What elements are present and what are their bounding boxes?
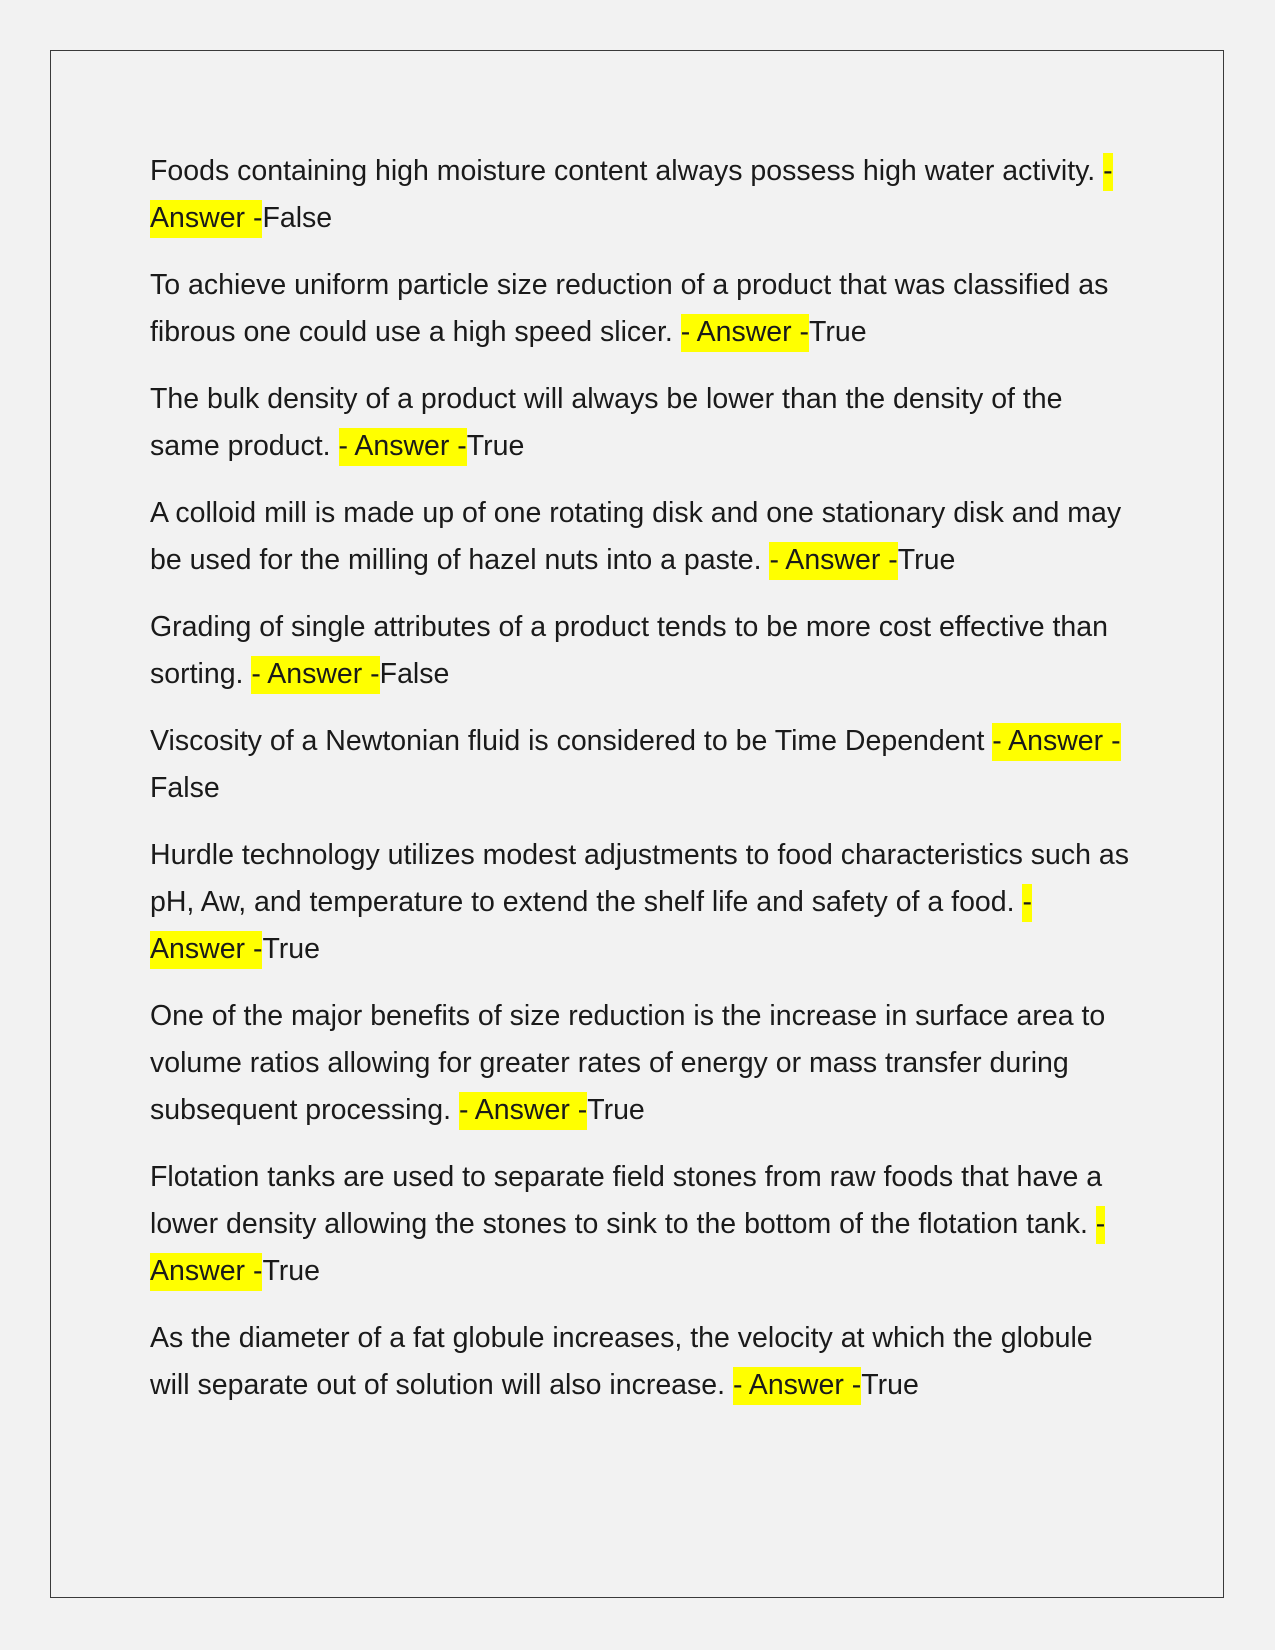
question-text: Hurdle technology utilizes modest adjustments to food characteristics such as pH, Aw, and temperature to extend the shelf life and safety of a food.: [150, 839, 1129, 918]
answer-marker: - Answer -: [992, 723, 1120, 761]
qa-item: [150, 490, 1130, 584]
answer-marker: - Answer -: [769, 542, 897, 580]
question-text: As the diameter of a fat globule increases, the velocity at which the globule will separate out of solution will also increase.: [150, 1322, 1093, 1401]
question-text: The bulk density of a product will always be lower than the density of the same product.: [150, 383, 1063, 462]
qa-item: [150, 1315, 1130, 1409]
qa-item: [150, 1154, 1130, 1295]
question-text: A colloid mill is made up of one rotating disk and one stationary disk and may be used for the milling of hazel nuts into a paste.: [150, 497, 1122, 576]
answer-marker: - Answer -: [681, 314, 809, 352]
qa-item: [150, 832, 1130, 973]
answer-marker: - Answer -: [733, 1367, 861, 1405]
answer-value: False: [150, 772, 220, 804]
answer-value: False: [262, 202, 333, 234]
qa-item: [150, 148, 1130, 242]
question-text: Foods containing high moisture content always possess high water activity.: [150, 155, 1104, 187]
document-body: [150, 148, 1130, 1429]
qa-item: [150, 376, 1130, 470]
answer-value: True: [861, 1369, 919, 1401]
question-text: Viscosity of a Newtonian fluid is considered to be Time Dependent: [150, 725, 993, 757]
question-text: Flotation tanks are used to separate field stones from raw foods that have a lower density allowing the stones to sink to the bottom of the flotation tank.: [150, 1161, 1103, 1240]
answer-marker: - Answer -: [339, 428, 467, 466]
answer-marker: - Answer -: [150, 1206, 1105, 1291]
answer-value: True: [897, 544, 956, 576]
answer-value: True: [466, 430, 525, 462]
qa-item: [150, 262, 1130, 356]
answer-marker: - Answer -: [251, 656, 379, 694]
answer-value: True: [262, 1255, 320, 1287]
question-text: To achieve uniform particle size reduction of a product that was classified as fibrous one could use a high speed slicer.: [150, 269, 1109, 348]
qa-item: [150, 993, 1130, 1134]
answer-marker: - Answer -: [150, 884, 1032, 969]
qa-item: [150, 718, 1130, 812]
answer-marker: - Answer -: [459, 1092, 587, 1130]
question-text: One of the major benefits of size reduction is the increase in surface area to volume ratios allowing for greater rates of energy or mass transfer during subsequent processing.: [150, 1000, 1106, 1126]
question-text: Grading of single attributes of a product tends to be more cost effective than sorting.: [150, 611, 1108, 690]
answer-value: False: [379, 658, 450, 690]
answer-marker: - Answer -: [150, 153, 1113, 238]
answer-value: True: [262, 933, 320, 965]
answer-value: True: [587, 1094, 645, 1126]
qa-item: [150, 604, 1130, 698]
answer-value: True: [809, 316, 867, 348]
